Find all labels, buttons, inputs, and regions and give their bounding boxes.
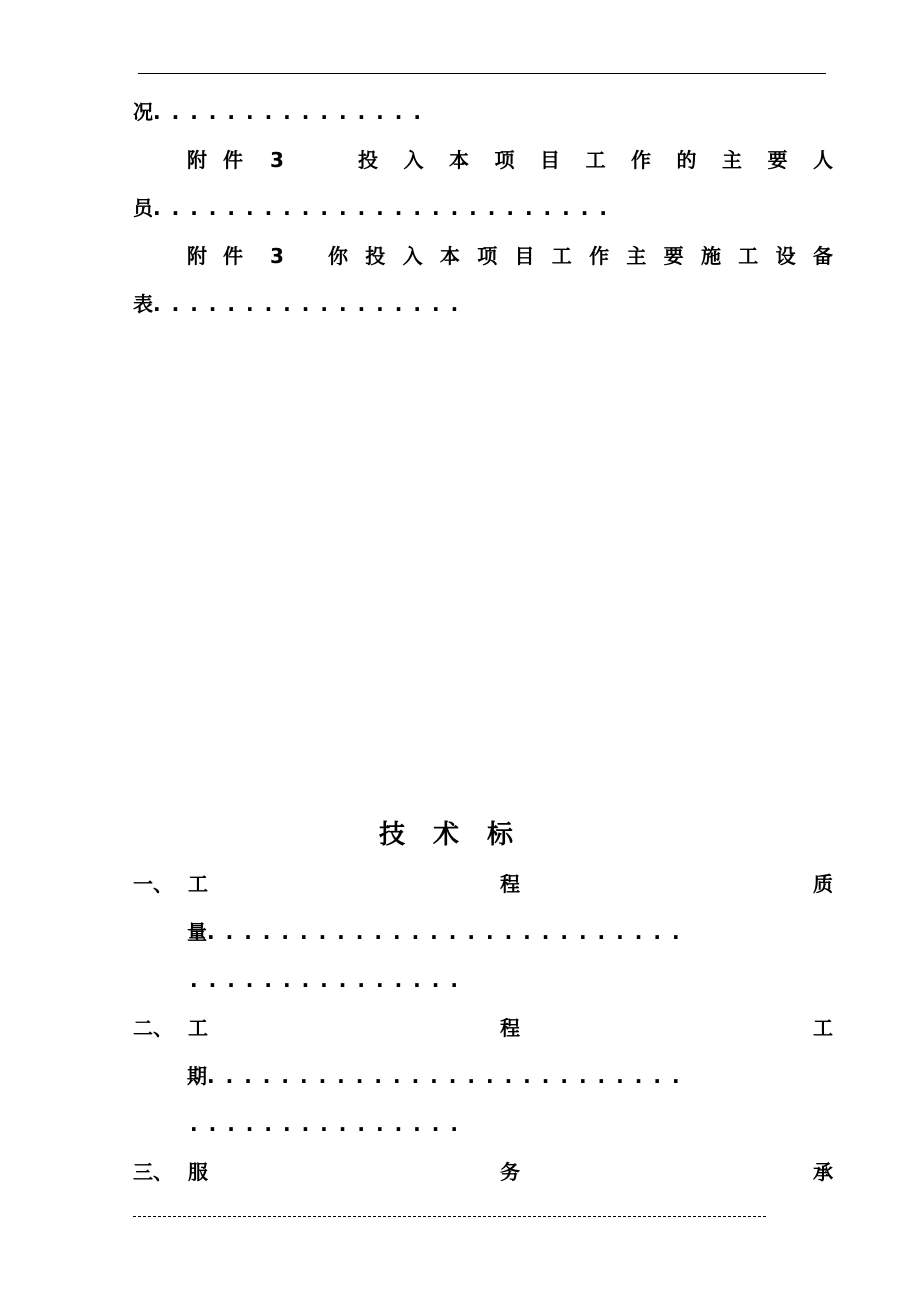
toc-prev-tail-char: 况 <box>133 100 153 124</box>
toc-char: 入 <box>403 148 424 172</box>
toc-char: 的 <box>676 148 697 172</box>
section-word: 程 <box>500 1016 520 1040</box>
toc-item-equipment-label: 附件 <box>187 244 259 268</box>
header-rule <box>138 73 826 74</box>
toc-char: 作 <box>631 148 651 172</box>
toc-equipment-tail-char: 表 <box>133 292 153 316</box>
toc-char: 投 <box>365 244 386 268</box>
section-number: 三、 <box>133 1160 173 1184</box>
toc-char: 人 <box>813 148 833 172</box>
toc-char: 工 <box>551 244 572 268</box>
toc-char: 设 <box>775 244 796 268</box>
toc-item-personnel-label: 附件 <box>187 148 259 172</box>
toc-item-equipment-num: 3 <box>269 244 284 268</box>
section-word: 工 <box>188 872 208 896</box>
technical-bid-title: 技术标 <box>378 820 541 850</box>
toc-leader-dots: ............... <box>190 1112 469 1136</box>
toc-leader-dots: .......................... <box>207 1064 691 1088</box>
footer-rule <box>133 1216 766 1217</box>
toc-char: 本 <box>439 244 460 268</box>
section-word: 务 <box>500 1160 520 1184</box>
toc-line-equipment-tail <box>133 292 469 316</box>
toc-char: 工 <box>738 244 759 268</box>
toc-section-quality-dots-cont <box>190 968 469 992</box>
toc-char: 工 <box>585 148 606 172</box>
toc-leader-dots: ............... <box>153 100 432 124</box>
toc-char: 本 <box>449 148 469 172</box>
toc-item-personnel-num: 3 <box>269 148 284 172</box>
section-number: 二、 <box>133 1016 173 1040</box>
section-tail-char: 量 <box>187 920 207 944</box>
toc-section-schedule-dots-cont <box>190 1112 469 1136</box>
toc-section-schedule-tail <box>187 1064 691 1088</box>
toc-personnel-tail-char: 员 <box>133 196 153 220</box>
toc-char: 目 <box>514 244 535 268</box>
toc-leader-dots: ................. <box>153 292 470 316</box>
toc-item-equipment-title <box>328 244 833 268</box>
section-word: 服 <box>188 1160 208 1184</box>
toc-item-equipment-label-group <box>187 244 284 268</box>
toc-section-quality-tail <box>187 920 691 944</box>
section-word: 工 <box>813 1016 833 1040</box>
toc-leader-dots: ......................... <box>153 196 618 220</box>
toc-leader-dots: ............... <box>190 968 469 992</box>
section-word: 程 <box>500 872 520 896</box>
toc-char: 主 <box>722 148 742 172</box>
toc-char: 备 <box>812 244 833 268</box>
toc-char: 你 <box>328 244 348 268</box>
section-word: 工 <box>188 1016 208 1040</box>
toc-char: 目 <box>540 148 560 172</box>
toc-line-personnel-tail <box>133 196 618 220</box>
toc-char: 项 <box>477 244 498 268</box>
toc-char: 投 <box>358 148 378 172</box>
section-word: 承 <box>813 1160 833 1184</box>
toc-char: 要 <box>663 244 684 268</box>
toc-char: 要 <box>767 148 788 172</box>
toc-char: 施 <box>700 244 721 268</box>
toc-leader-dots: .......................... <box>207 920 691 944</box>
toc-item-personnel-label-group <box>187 148 284 172</box>
toc-char: 作 <box>589 244 610 268</box>
toc-char: 项 <box>494 148 515 172</box>
toc-line-prev-tail <box>133 100 432 124</box>
section-word: 质 <box>813 872 833 896</box>
toc-item-personnel-title <box>358 148 833 172</box>
section-tail-char: 期 <box>187 1064 207 1088</box>
toc-char: 主 <box>626 244 647 268</box>
section-number: 一、 <box>133 872 173 896</box>
toc-char: 入 <box>402 244 423 268</box>
